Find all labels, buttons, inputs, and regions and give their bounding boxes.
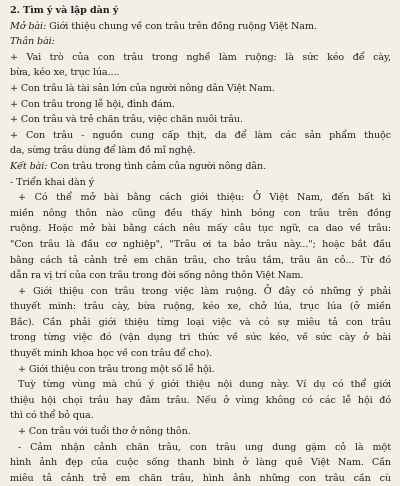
line-label: Kết bài: [10,160,48,172]
text-line [10,221,391,237]
text-line [10,237,391,253]
text-line [10,284,391,300]
line-text: Con trâu trong tình cảm của người nông dân. [47,160,267,172]
text-line [10,315,391,331]
line-text: + Giới thiệu con trâu trong một số lễ hội. [18,363,215,375]
text-line [10,362,391,378]
line-text: + Con trâu - nguồn cung cấp thịt, da để làm các sản phẩm thuộc [10,129,391,141]
text-line [10,143,391,159]
text-line [10,393,391,409]
line-text: thì có thể bỏ qua. [10,410,94,422]
text-line [10,424,391,440]
line-text: trong từng việc đó (vận dụng tri thức về sức kéo, về sức cày ở bài [10,332,391,344]
line-text: + Con trâu với tuổi thơ ở nông thôn. [18,426,191,438]
text-line [10,97,391,113]
text-line [10,377,391,393]
line-text: - Cảm nhận cảnh chăn trâu, con trâu ung dung gặm cỏ là một [18,441,391,453]
text-line [10,408,391,424]
text-line [10,50,391,66]
line-text: + Có thể mở bài bằng cách giới thiệu: Ở Việt Nam, đến bất kì [18,192,391,204]
line-label: Thân bài: [10,36,55,48]
line-text: ruộng. Hoặc mở bài bằng cách nêu mấy câu tục ngữ, ca dao về trâu: [10,223,391,235]
line-text: miêu tả cảnh trẻ em chăn trâu, hình ảnh những con trâu cần cù [10,472,391,484]
line-text: + Con trâu và trẻ chăn trâu, việc chăn nuôi trâu. [10,114,243,126]
line-text: bừa, kéo xe, trục lúa.... [10,67,120,79]
section-heading: 2. Tìm ý và lập dàn ý [10,5,119,16]
text-line [10,455,391,471]
text-line [10,330,391,346]
line-label: Mở bài: [10,20,47,32]
text-line [10,346,391,362]
line-text: + Con trâu trong lễ hội, đình đám. [10,98,175,110]
text-line [10,253,391,269]
text-line [10,440,391,456]
text-line [10,128,391,144]
line-text: miền nông thôn nào cũng đều thấy hình bóng con trâu trên đồng [10,207,391,219]
text-line [10,112,391,128]
line-text: hình ảnh đẹp của cuộc sống thanh bình ở làng quê Việt Nam. Cần [10,457,391,469]
text-line [10,471,391,486]
line-text: "Con trâu là đầu cơ nghiệp", "Trâu ơi ta bảo trâu này..."; hoặc bắt đầu [10,238,391,250]
line-text: da, sừng trâu dùng để làm đồ mĩ nghệ. [10,145,196,157]
text-line [10,190,391,206]
text-line [10,34,391,50]
text-line [10,65,391,81]
line-text: thiệu hội chọi trâu hay đâm trâu. Nếu ở vùng không có các lễ hội đó [10,394,391,406]
line-text: bằng cách tả cảnh trẻ em chăn trâu, cho trâu tắm, trâu ăn cỏ... Từ đó [10,254,391,266]
line-text: Tuỳ từng vùng mà chú ý giới thiệu nội dung này. Ví dụ có thể giới [18,379,391,391]
line-text: - Triển khai dàn ý [10,176,95,188]
line-text: + Con trâu là tài sản lớn của người nông dân Việt Nam. [10,82,275,94]
text-line [10,206,391,222]
line-text: Giới thiệu chung về con trâu trên đồng ruộng Việt Nam. [46,20,317,32]
line-text: thuyết minh: trâu cày, bừa ruộng, kéo xe, chở lúa, trục lúa (ở miền [10,301,391,313]
text-line [10,299,391,315]
text-line [10,175,391,191]
text-line [10,268,391,284]
text-line [10,159,391,175]
line-text: + Giới thiệu con trâu trong việc làm ruộng. Ở đây có những ý phải [18,285,391,297]
line-text: + Vai trò của con trâu trong nghề làm ruộng: là sức kéo để cày, [10,51,391,63]
text-line [10,81,391,97]
line-text: dẫn ra vị trí của con trâu trong đời sống nông thôn Việt Nam. [10,270,304,282]
line-text: thuyết minh khoa học về con trâu để cho). [10,348,213,360]
text-line [10,19,391,35]
line-text: Bắc). Cần phải giới thiệu từng loại việc và có sự miêu tả con trâu [10,316,391,328]
